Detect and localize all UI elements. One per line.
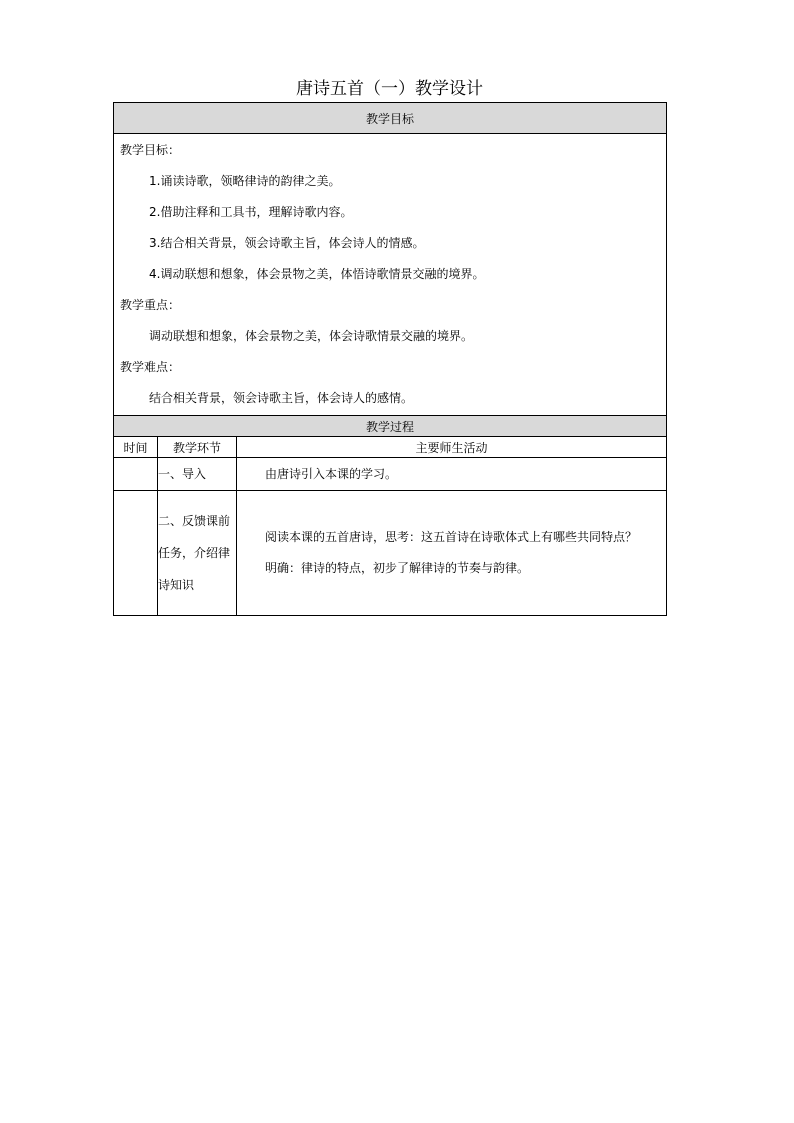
time-cell xyxy=(114,458,158,491)
difficulties-text: 结合相关背景，领会诗歌主旨，体会诗人的感情。 xyxy=(149,391,414,405)
column-header-activities: 主要师生活动 xyxy=(237,437,667,458)
time-cell xyxy=(114,491,158,616)
process-header: 教学过程 xyxy=(114,416,667,437)
activity-cell xyxy=(237,458,667,491)
key-points-label: 教学重点： xyxy=(120,298,181,312)
lesson-plan-table xyxy=(113,102,667,616)
objectives-label: 教学目标： xyxy=(120,143,181,157)
goals-content xyxy=(114,134,667,416)
table-row xyxy=(114,491,667,616)
column-header-time: 时间 xyxy=(114,437,158,458)
stage-cell: 一、导入 xyxy=(158,458,237,491)
activity-text: 明确：律诗的特点，初步了解律诗的节奏与韵律。 xyxy=(265,561,530,575)
objective-item: 3.结合相关背景，领会诗歌主旨，体会诗人的情感。 xyxy=(149,236,425,250)
stage-cell: 二、反馈课前任务，介绍律诗知识 xyxy=(158,491,237,616)
goals-header: 教学目标 xyxy=(114,103,667,134)
objective-item: 4.调动联想和想象，体会景物之美，体悟诗歌情景交融的境界。 xyxy=(149,267,485,281)
document-title: 唐诗五首（一）教学设计 xyxy=(296,79,483,99)
column-header-stage: 教学环节 xyxy=(158,437,237,458)
activity-text: 阅读本课的五首唐诗，思考：这五首诗在诗歌体式上有哪些共同特点？ xyxy=(265,530,638,544)
objective-item: 1.诵读诗歌，领略律诗的韵律之美。 xyxy=(149,174,341,188)
activity-cell xyxy=(237,491,667,616)
activity-text: 由唐诗引入本课的学习。 xyxy=(265,466,398,481)
objective-item: 2.借助注释和工具书，理解诗歌内容。 xyxy=(149,205,353,219)
table-row xyxy=(114,458,667,491)
key-points-text: 调动联想和想象，体会景物之美，体会诗歌情景交融的境界。 xyxy=(149,329,474,343)
difficulties-label: 教学难点： xyxy=(120,360,181,374)
